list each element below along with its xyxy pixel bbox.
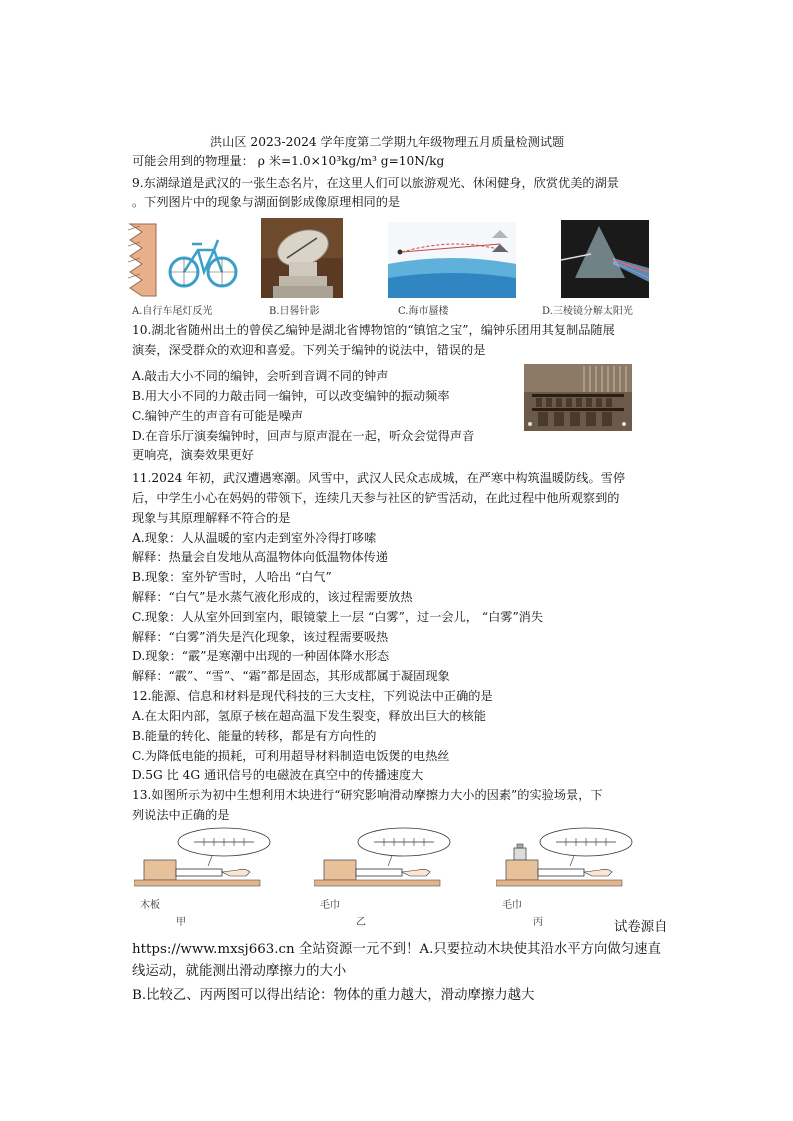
q13-stem-line1: 13.如图所示为初中生想利用木块进行“研究影响滑动摩擦力大小的因素”的实验场景，下 [132,788,603,802]
q13-option-a: https://www.mxsj663.cn 全站资源一元不到！A.只要拉动木块使其沿水平方向做匀速直 [132,942,661,957]
q10-stem-line1: 10.湖北省随州出土的曾侯乙编钟是湖北省博物馆的“镇馆之宝”，编钟乐团用其复制品随展 [132,323,615,337]
q12-option-c: C.为降低电能的损耗，可利用超导材料制造电饭煲的电热丝 [132,749,450,763]
bike-reflector-image [128,220,240,298]
page-title: 洪山区 2023-2024 学年度第二学期九年级物理五月质量检测试题 [210,135,565,149]
q13-stem-line2: 列说法中正确的是 [132,808,230,822]
q11-line-2: 解释：热量会自发地从高温物体向低温物体传递 [132,550,388,564]
q10-option-d-cont: 更响亮，演奏效果更好 [132,448,254,462]
q11-line-4: 解释：“白气”是水蒸气液化形成的，该过程需要放热 [132,590,413,604]
q11-line-7: D.现象：“霰”是寒潮中出现的一种固体降水形态 [132,649,390,663]
q13-option-a-cont: 线运动，就能测出滑动摩擦力的大小 [132,964,347,979]
sundial-image [261,218,343,298]
mirage-image [388,222,516,298]
figure-bing-name: 丙 [533,917,543,928]
bianzhong-image [524,364,632,431]
q9-stem-line1: 9.东湖绿道是武汉的一张生态名片，在这里人们可以旅游观光、休闲健身，欣赏优美的湖景 [132,176,619,190]
q9-caption-d: D.三棱镜分解太阳光 [542,306,633,317]
q13-option-b: B.比较乙、丙两图可以得出结论：物体的重力越大，滑动摩擦力越大 [132,988,535,1003]
friction-figure-jia [134,826,294,896]
q11-stem-line2: 后，中学生小心在妈妈的带领下，连续几天参与社区的铲雪活动，在此过程中他所观察到的 [132,491,620,505]
q11-line-1: A.现象：人从温暖的室内走到室外冷得打哆嗦 [132,531,377,545]
constants-line: 可能会用到的物理量： ρ 米=1.0×10³kg/m³ g=10N/kg [132,154,445,168]
figure-jia-name: 甲 [176,917,186,928]
q9-caption-a: A.自行车尾灯反光 [132,306,213,317]
q12-option-b: B.能量的转化、能量的转移，都是有方向性的 [132,729,377,743]
q9-stem-line2: 。下列图片中的现象与湖面倒影成像原理相同的是 [132,195,401,209]
q12-stem: 12.能源、信息和材料是现代科技的三大支柱，下列说法中正确的是 [132,689,493,703]
friction-figure-bing [496,826,656,896]
q11-stem-line1: 11.2024 年初，武汉遭遇寒潮。风雪中，武汉人民众志成城，在严寒中构筑温暖防线。雪停 [132,471,626,485]
q11-line-3: B.现象：室外铲雪时，人哈出 “白气” [132,570,332,584]
figure-yi-name: 乙 [356,917,366,928]
q9-caption-c: C.海市蜃楼 [398,306,449,317]
prism-image [561,220,649,298]
q11-line-6: 解释：“白雾”消失是汽化现象，该过程需要吸热 [132,630,389,644]
figure-yi-surface: 毛巾 [320,900,340,911]
q9-caption-b: B.日晷针影 [269,306,320,317]
q10-option-a: A.敲击大小不同的编钟，会听到音调不同的钟声 [132,369,389,383]
q12-option-a: A.在太阳内部，氢原子核在超高温下发生裂变，释放出巨大的核能 [132,709,486,723]
friction-figure-yi [314,826,474,896]
figure-jia-surface: 木板 [140,900,160,911]
q10-stem-line2: 演奏，深受群众的欢迎和喜爱。下列关于编钟的说法中，错误的是 [132,343,486,357]
figure-bing-surface: 毛巾 [502,900,522,911]
source-label: 试卷源自 [614,920,668,935]
q10-option-d: D.在音乐厅演奏编钟时，回声与原声混在一起，听众会觉得声音 [132,429,475,443]
q11-line-5: C.现象：人从室外回到室内，眼镜蒙上一层 “白雾”，过一会儿， “白雾”消失 [132,610,544,624]
q12-option-d: D.5G 比 4G 通讯信号的电磁波在真空中的传播速度大 [132,768,424,782]
q11-line-8: 解释：“霰”、“雪”、“霜”都是固态，其形成都属于凝固现象 [132,669,450,683]
q11-stem-line3: 现象与其原理解释不符合的是 [132,511,291,525]
q10-option-c: C.编钟产生的声音有可能是噪声 [132,409,304,423]
q10-option-b: B.用大小不同的力敲击同一编钟，可以改变编钟的振动频率 [132,389,450,403]
